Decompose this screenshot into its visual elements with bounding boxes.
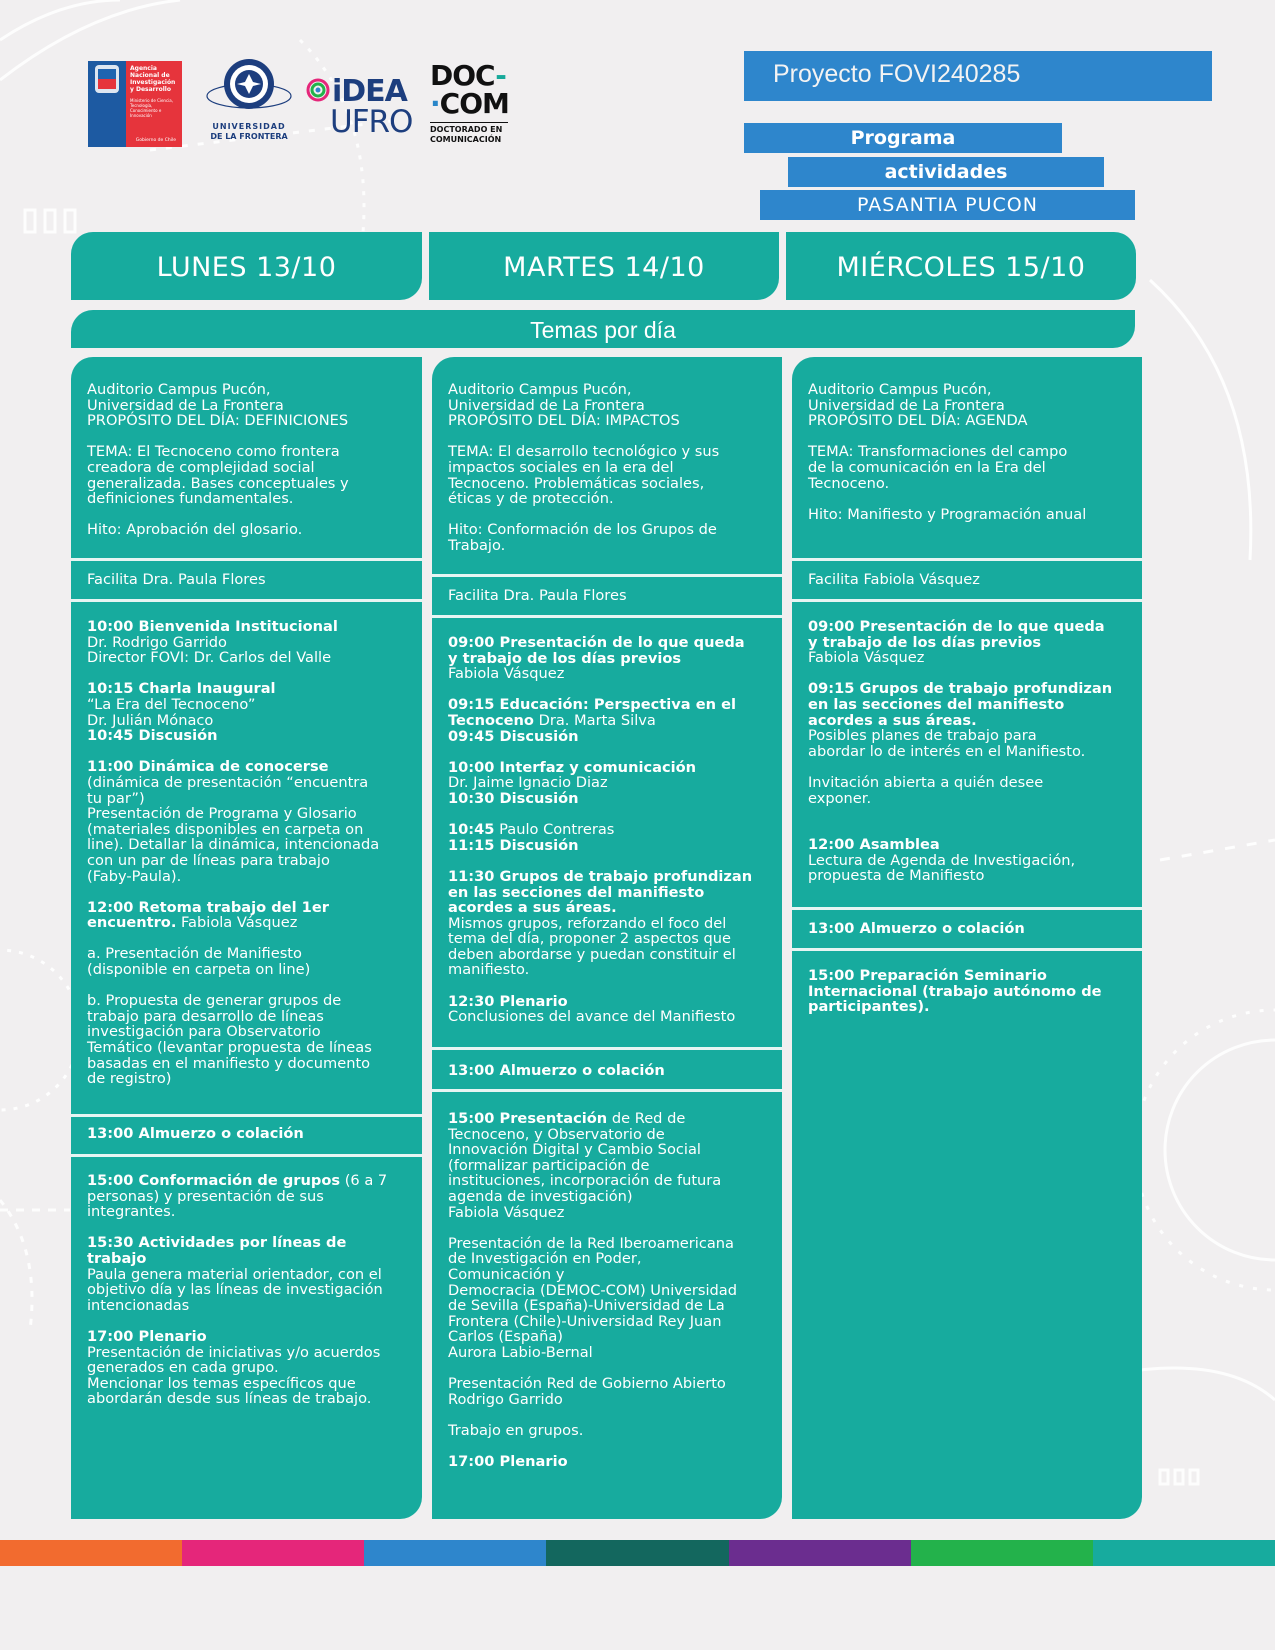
lunes-facilita: Facilita Dra. Paula Flores	[87, 571, 266, 588]
separator	[71, 1114, 422, 1117]
ufro-logo: UNIVERSIDAD DE LA FRONTERA	[202, 56, 296, 146]
idea-swirl-icon	[306, 76, 334, 106]
bar-segment	[546, 1540, 728, 1566]
martes-intro: Auditorio Campus Pucón, Universidad de La Frontera PROPÓSITO DEL DÍA: IMPACTOS TEMA: El desarrollo tecnológico y sus impactos sociales en la era del Tecnoceno. Problemáticas sociales, éticas y de protección. Hito: Conformación de los Grupos de Trabajo.	[448, 381, 720, 554]
bar-segment	[182, 1540, 364, 1566]
separator	[71, 599, 422, 602]
doccom-logo: DOC- ·COM DOCTORADO EN COMUNICACIÓN	[430, 59, 509, 144]
day-header-martes: MARTES 14/10	[429, 232, 779, 300]
miercoles-afternoon: 15:00 Preparación Seminario Internacional (trabajo autónomo de participantes).	[808, 967, 1102, 1016]
separator	[432, 615, 782, 618]
miercoles-morning: 09:00 Presentación de lo que queda y trabajo de los días previos Fabiola Vásquez 09:15 Grupos de trabajo profundizan en las secciones del manifiesto acordes a sus áreas. Posibles planes de trabajo para abordar lo de interés en el Manifiesto. Invitación abierta a quién desee exponer. 12:00 Asamblea Lectura de Agenda de Investigación, propuesta de Manifiesto	[808, 618, 1113, 885]
miercoles-facilita: Facilita Fabiola Vásquez	[808, 571, 980, 588]
bottom-color-bar	[0, 1540, 1275, 1566]
temas-banner: Temas por día	[71, 310, 1135, 348]
lunes-morning: 10:00 Bienvenida Institucional Dr. Rodrigo Garrido Director FOVI: Dr. Carlos del Valle 10:15 Charla Inaugural “La Era del Tecnoceno” Dr. Julián Mónaco 10:45 Discusión 11:00 Dinámica de conocerse (dinámica de presentación “encuentra tu par”) Presentación de Programa y Glosario (materiales disponibles en carpeta on line). Detallar la dinámica, intencionada con un par de líneas para trabajo (Faby-Paula). 12:00 Retoma trabajo del 1er encuentro. Fabiola Vásquez a. Presentación de Manifiesto (disponible en carpeta on line) b. Propuesta de generar grupos de trabajo para desarrollo de líneas investigación para Observatorio Temático (levantar propuesta de líneas basadas en el manifiesto y documento de registro)	[87, 618, 380, 1088]
day-header-miercoles: MIÉRCOLES 15/10	[786, 232, 1136, 300]
program-label-3: PASANTIA PUCON	[760, 190, 1135, 220]
idea-ufro-logo: iDEA UFRO	[306, 74, 424, 134]
separator	[432, 1047, 782, 1050]
separator	[792, 599, 1142, 602]
miercoles-lunch: 13:00 Almuerzo o colación	[808, 920, 1025, 937]
bar-segment	[729, 1540, 911, 1566]
column-martes	[432, 357, 782, 1519]
chile-shield-icon	[88, 61, 126, 101]
bar-segment	[911, 1540, 1093, 1566]
separator	[432, 574, 782, 577]
martes-facilita: Facilita Dra. Paula Flores	[448, 587, 627, 604]
lunes-intro: Auditorio Campus Pucón, Universidad de La Frontera PROPÓSITO DEL DÍA: DEFINICIONES TEMA: El Tecnoceno como frontera creadora de complejidad social generalizada. Bases conceptuales y definiciones fundamentales. Hito: Aprobación del glosario.	[87, 381, 349, 539]
martes-lunch: 13:00 Almuerzo o colación	[448, 1062, 665, 1079]
day-header-lunes: LUNES 13/10	[71, 232, 422, 300]
ufro-seal-icon	[202, 56, 296, 122]
separator	[432, 1089, 782, 1092]
miercoles-intro: Auditorio Campus Pucón, Universidad de La Frontera PROPÓSITO DEL DÍA: AGENDA TEMA: Transformaciones del campo de la comunicación en la Era del Tecnoceno. Hito: Manifiesto y Programación anual	[808, 381, 1087, 523]
program-label-2: actividades	[788, 157, 1104, 187]
martes-afternoon: 15:00 Presentación de Red de Tecnoceno, y Observatorio de Innovación Digital y Cambio Social (formalizar participación de instituciones, incorporación de futura agenda de investigación) Fabiola Vásquez Presentación de la Red Iberoamericana de Investigación en Poder, Comunicación y Democracia (DEMOC-COM) Universidad de Sevilla (España)-Universidad de La Frontera (Chile)-Universidad Rey Juan Carlos (España) Aurora Labio-Bernal Presentación Red de Gobierno Abierto Rodrigo Garrido Trabajo en grupos. 17:00 Plenario	[448, 1110, 738, 1471]
separator	[792, 558, 1142, 561]
lunes-afternoon: 15:00 Conformación de grupos (6 a 7 personas) y presentación de sus integrantes. 15:30 Actividades por líneas de trabajo Paula genera material orientador, con el objetivo día y las líneas de investigación intencionadas 17:00 Plenario Presentación de iniciativas y/o acuerdos generados en cada grupo. Mencionar los temas específicos que abordarán desde sus líneas de trabajo.	[87, 1172, 388, 1408]
bar-segment	[364, 1540, 546, 1566]
martes-morning: 09:00 Presentación de lo que queda y trabajo de los días previos Fabiola Vásquez 09:15 Educación: Perspectiva en el Tecnoceno Dra. Marta Silva 09:45 Discusión 10:00 Interfaz y comunicación Dr. Jaime Ignacio Diaz 10:30 Discusión 10:45 Paulo Contreras 11:15 Discusión 11:30 Grupos de trabajo profundizan en las secciones del manifiesto acordes a sus áreas. Mismos grupos, reforzando el foco del tema del día, proponer 2 aspectos que deben abordarse y puedan constituir el manifiesto. 12:30 Plenario Conclusiones del avance del Manifiesto	[448, 634, 753, 1026]
column-miercoles	[792, 357, 1142, 1519]
separator	[792, 907, 1142, 910]
separator	[71, 1154, 422, 1157]
anid-logo: Agencia Nacional de Investigación y Desarrollo Ministerio de Ciencia, Tecnología, Conocimiento e Innovación Gobierno de Chile	[88, 61, 182, 147]
separator	[71, 558, 422, 561]
bar-segment	[1093, 1540, 1275, 1566]
bar-segment	[0, 1540, 182, 1566]
program-label-1: Programa	[744, 123, 1062, 153]
project-banner: Proyecto FOVI240285	[744, 51, 1212, 101]
column-lunes	[71, 357, 422, 1519]
lunes-lunch: 13:00 Almuerzo o colación	[87, 1125, 304, 1142]
separator	[792, 948, 1142, 951]
